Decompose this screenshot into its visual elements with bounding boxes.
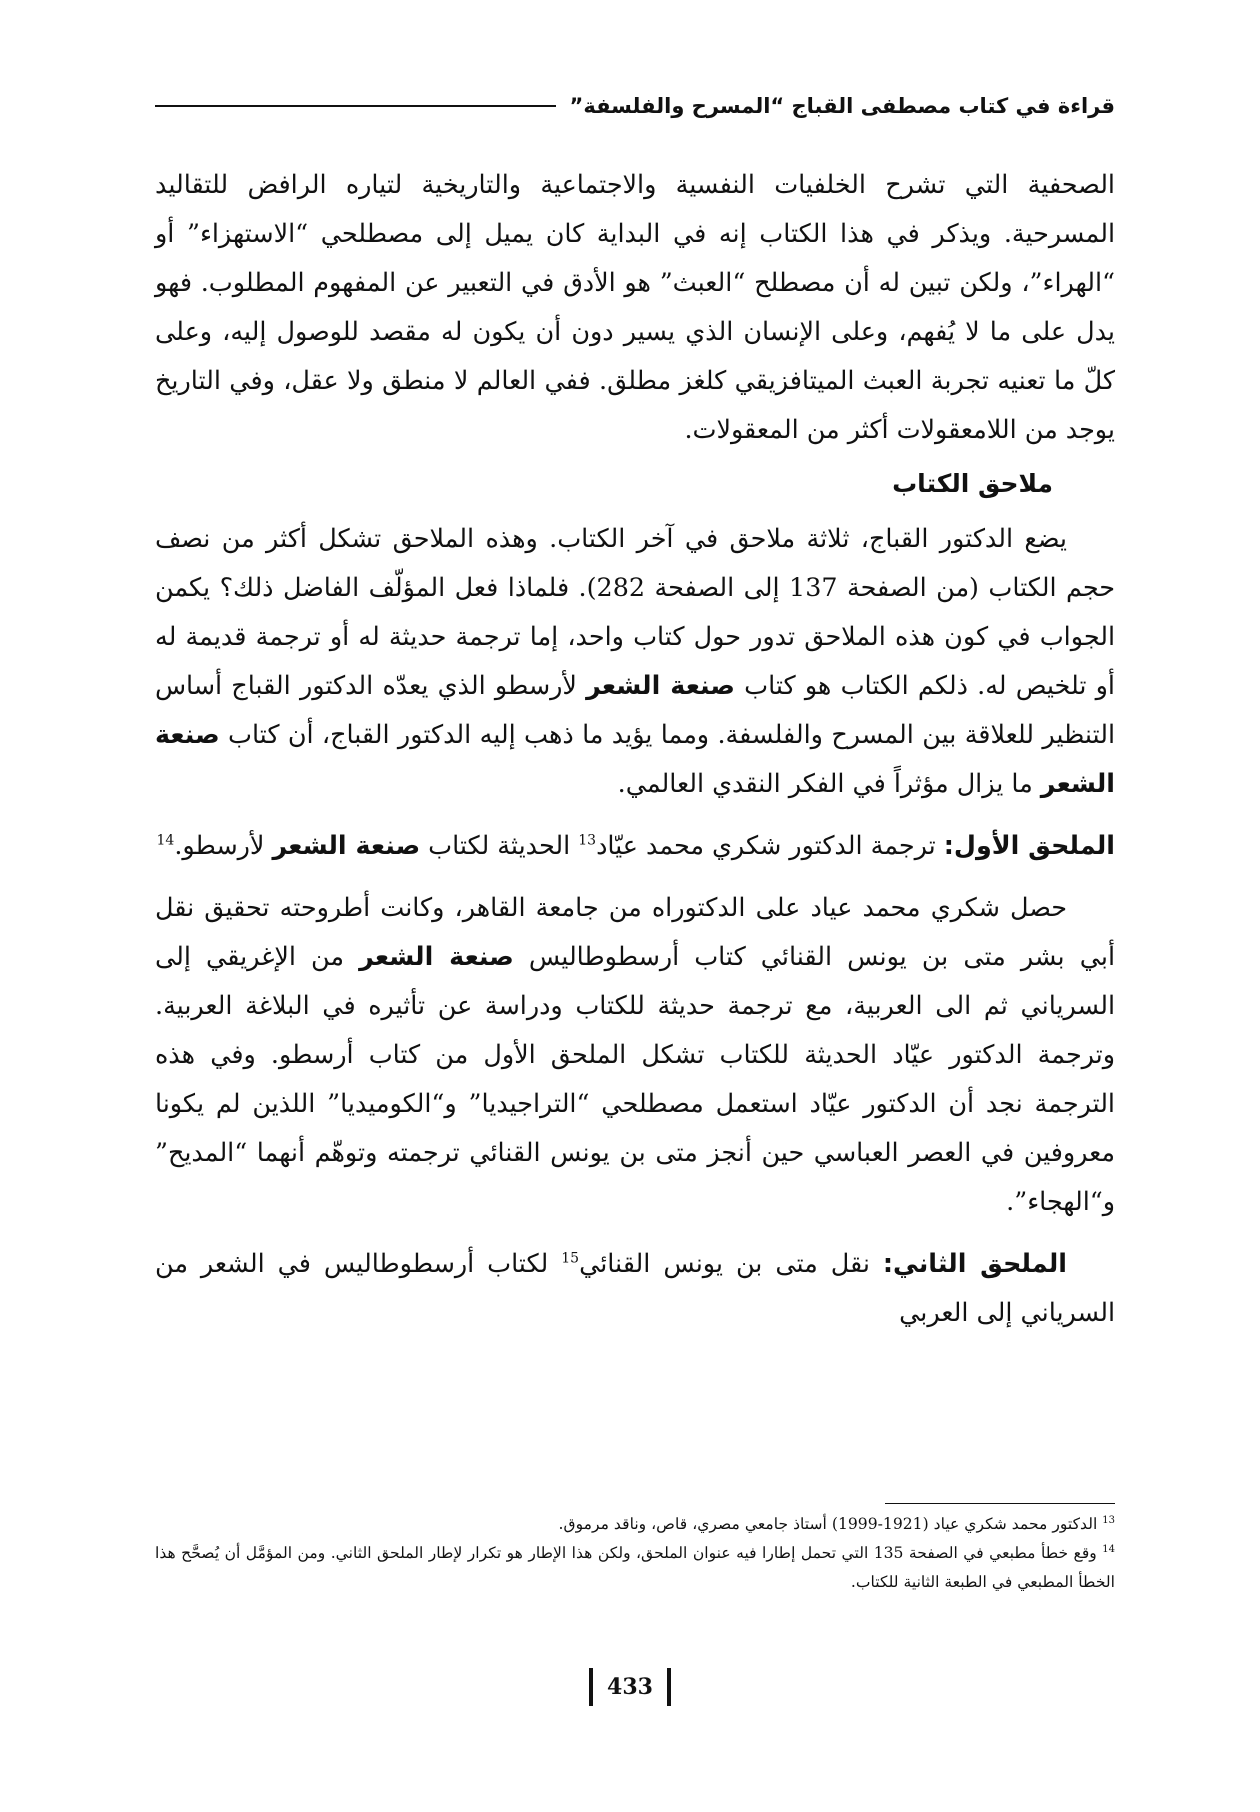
footnote-rule xyxy=(885,1503,1115,1504)
paragraph-appendices xyxy=(155,514,1115,808)
footnote-number: 13 xyxy=(1102,1514,1115,1526)
footnote-text: وقع خطأ مطبعي في الصفحة 135 التي تحمل إطارا فيه عنوان الملحق، ولكن هذا الإطار هو تكرار لإطار الملحق الثاني. ومن المؤمَّل أن يُصحَّح هذا الخطأ المطبعي في الطبعة الثانية للكتاب. xyxy=(155,1544,1115,1591)
footnotes xyxy=(155,1510,1115,1597)
book-title-bold: صنعة الشعر xyxy=(155,719,1115,798)
paragraph-intro: الصحفية التي تشرح الخلفيات النفسية والاجتماعية والتاريخية لتياره الرافض للتقاليد المسرحية. ويذكر في هذا الكتاب إنه في البداية كان يميل إلى مصطلحي “الاستهزاء” أو “الهراء”، ولكن تبين له أن مصطلح “العبث” هو الأدق في التعبير عن المفهوم المطلوب. فهو يدل على ما لا يُفهم، وعلى الإنسان الذي يسير دون أن يكون له مقصد للوصول إليه، وعلى كلّ ما تعنيه تجربة العبث الميتافزيقي كلغز مطلق. ففي العالم لا منطق ولا عقل، وفي التاريخ يوجد من اللامعقولات أكثر من المعقولات. xyxy=(155,169,1115,444)
page-number-bar xyxy=(589,1668,593,1706)
section-heading: ملاحق الكتاب xyxy=(892,469,1053,498)
footnote-ref-13: 13 xyxy=(578,832,597,849)
text-run: الحديثة لكتاب xyxy=(420,830,579,860)
text-run: ما يزال مؤثراً في الفكر النقدي العالمي. xyxy=(617,768,1041,798)
page-number-block xyxy=(0,1668,1260,1706)
text-run: حصل شكري محمد عياد على الدكتوراه من جامعة القاهر، وكانت أطروحته تحقيق نقل أبي بشر متى بن يونس القنائي كتاب أرسطوطاليس xyxy=(155,892,1116,971)
running-header xyxy=(155,86,1115,126)
footnote-14 xyxy=(155,1539,1115,1597)
paragraph-ayyad xyxy=(155,883,1115,1226)
text-run: لأرسطو. xyxy=(174,830,273,860)
text-run: نقل متى بن يونس القنائي xyxy=(579,1248,883,1278)
footnote-number: 14 xyxy=(1102,1543,1115,1555)
text-run: من الإغريقي إلى السرياني ثم الى العربية، مع ترجمة حديثة للكتاب ودراسة عن تأثيره في البلاغة العربية. وترجمة الدكتور عيّاد الحديثة للكتاب تشكل الملحق الأول من كتاب أرسطو. وفي هذه الترجمة نجد أن الدكتور عيّاد استعمل مصطلحي “التراجيديا” و“الكوميديا” اللذين لم يكونا معروفين في العصر العباسي حين أنجز متى بن يونس القنائي ترجمته وتوهّم أنهما “المديح” و“الهجاء”. xyxy=(155,941,1115,1216)
footnote-ref-15: 15 xyxy=(561,1250,580,1267)
footnote-text: الدكتور محمد شكري عياد (1921-1999) أستاذ جامعي مصري، قاص، وناقد مرموق. xyxy=(558,1515,1103,1533)
text-run: يضع الدكتور القباج، ثلاثة ملاحق في آخر الكتاب. وهذه الملاحق تشكل أكثر من نصف حجم الكتاب (من الصفحة 137 إلى الصفحة 282). فلماذا فعل المؤلّف الفاضل ذلك؟ يكمن الجواب في كون هذه الملاحق تدور حول كتاب واحد، إما ترجمة حديثة له أو ترجمة قديمة له أو تلخيص له. ذلكم الكتاب هو كتاب xyxy=(155,523,1115,700)
paragraph-appendix-two xyxy=(155,1239,1115,1337)
book-title-bold: صنعة الشعر xyxy=(586,670,735,700)
body-text xyxy=(155,160,1115,1337)
text-run: ترجمة الدكتور شكري محمد عيّاد xyxy=(596,830,944,860)
page-number: 433 xyxy=(607,1674,653,1700)
text-run: لأرسطو الذي يعدّه الدكتور القباج أساس التنظير للعلاقة بين المسرح والفلسفة. ومما يؤيد ما ذهب إليه الدكتور القباج، أن كتاب xyxy=(155,670,1115,749)
appendix-one-label: الملحق الأول: xyxy=(943,830,1115,860)
footnote-13 xyxy=(155,1510,1115,1539)
text-run: لكتاب أرسطوطاليس في الشعر من السرياني إلى العربي xyxy=(155,1248,1115,1327)
page-number-bar xyxy=(667,1668,671,1706)
book-title-bold: صنعة الشعر xyxy=(359,941,514,971)
book-title-bold: صنعة الشعر xyxy=(272,830,421,860)
header-rule xyxy=(155,105,556,107)
appendix-two-label: الملحق الثاني: xyxy=(882,1248,1067,1278)
running-header-title: قراءة في كتاب مصطفى القباج “المسرح والفلسفة” xyxy=(569,94,1115,118)
footnote-ref-14: 14 xyxy=(156,832,175,849)
paragraph-appendix-one xyxy=(155,821,1115,870)
